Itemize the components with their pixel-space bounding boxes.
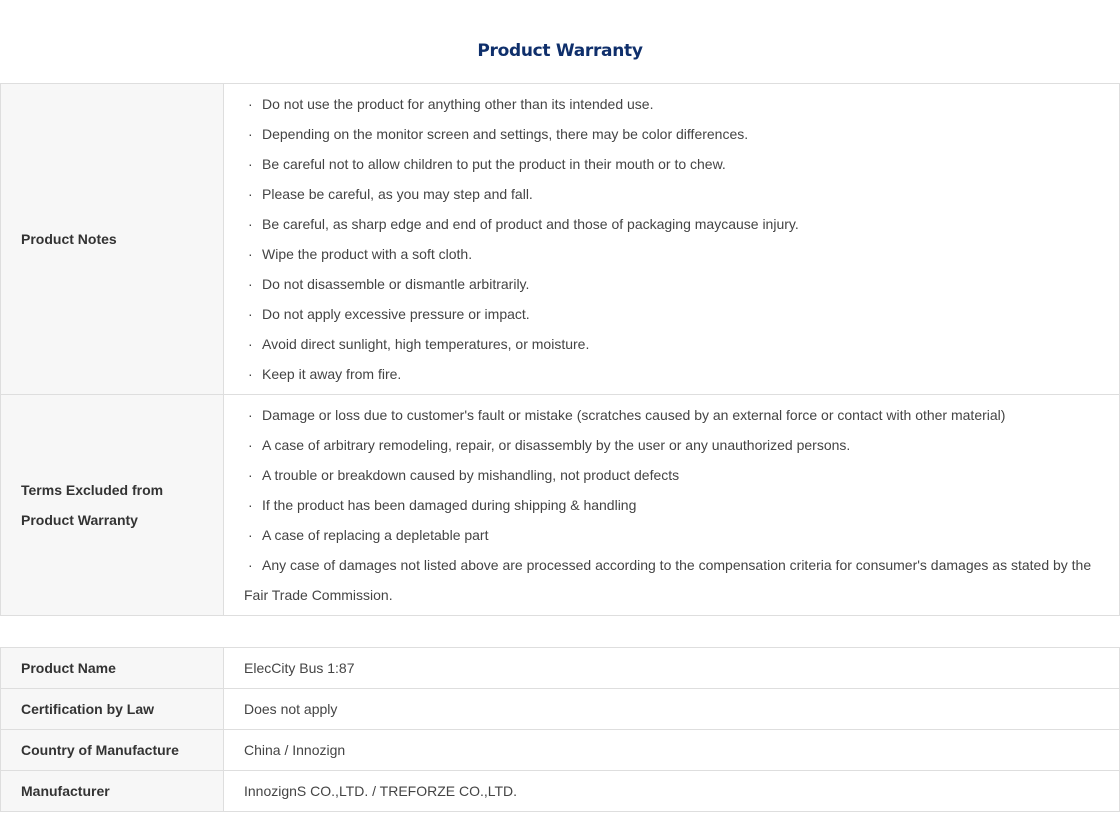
bullet-icon: · [248, 366, 253, 382]
bullet-icon: · [248, 306, 253, 322]
certification-label: Certification by Law [1, 689, 224, 730]
product-notes-row [1, 84, 1120, 395]
list-item: · Please be careful, as you may step and fall. [244, 179, 1105, 209]
product-name-value: ElecCity Bus 1:87 [224, 648, 1120, 689]
bullet-icon: · [248, 437, 253, 453]
terms-excluded-list [244, 400, 1105, 610]
list-item: · A case of replacing a depletable part [244, 520, 1105, 550]
list-item: · Wipe the product with a soft cloth. [244, 239, 1105, 269]
country-value: China / Innozign [224, 730, 1120, 771]
list-item: · A case of arbitrary remodeling, repair, or disassembly by the user or any unauthorized persons. [244, 430, 1105, 460]
table-row [1, 730, 1120, 771]
title-bar [0, 0, 1120, 83]
list-item: · Be careful not to allow children to put the product in their mouth or to chew. [244, 149, 1105, 179]
list-item: · Keep it away from fire. [244, 359, 1105, 389]
bullet-icon: · [248, 407, 253, 423]
product-name-label: Product Name [1, 648, 224, 689]
product-notes-label: Product Notes [1, 84, 224, 395]
terms-excluded-row [1, 395, 1120, 616]
list-item: · Depending on the monitor screen and settings, there may be color differences. [244, 119, 1105, 149]
list-item: · Any case of damages not listed above are processed according to the compensation criteria for consumer's damages as stated by the Fair Trade Commission. [244, 550, 1105, 610]
product-notes-content [224, 84, 1120, 395]
list-item: · Do not disassemble or dismantle arbitrarily. [244, 269, 1105, 299]
page-title: Product Warranty [477, 40, 643, 61]
bullet-icon: · [248, 216, 253, 232]
list-item: · Avoid direct sunlight, high temperatures, or moisture. [244, 329, 1105, 359]
bullet-icon: · [248, 527, 253, 543]
country-label: Country of Manufacture [1, 730, 224, 771]
list-item: · If the product has been damaged during shipping & handling [244, 490, 1105, 520]
bullet-icon: · [248, 557, 253, 573]
terms-excluded-label: Terms Excluded from Product Warranty [1, 395, 224, 616]
bullet-icon: · [248, 336, 253, 352]
list-item: · Do not apply excessive pressure or impact. [244, 299, 1105, 329]
bullet-icon: · [248, 497, 253, 513]
bullet-icon: · [248, 96, 253, 112]
bullet-icon: · [248, 156, 253, 172]
list-item: · Do not use the product for anything other than its intended use. [244, 89, 1105, 119]
product-info-table [0, 647, 1120, 812]
list-item: · Be careful, as sharp edge and end of product and those of packaging maycause injury. [244, 209, 1105, 239]
bullet-icon: · [248, 276, 253, 292]
list-item: · Damage or loss due to customer's fault or mistake (scratches caused by an external force or contact with other material) [244, 400, 1105, 430]
product-notes-list [244, 89, 1105, 389]
manufacturer-value: InnozignS CO.,LTD. / TREFORZE CO.,LTD. [224, 771, 1120, 812]
bullet-icon: · [248, 186, 253, 202]
manufacturer-label: Manufacturer [1, 771, 224, 812]
bullet-icon: · [248, 126, 253, 142]
bullet-icon: · [248, 246, 253, 262]
table-row [1, 689, 1120, 730]
bullet-icon: · [248, 467, 253, 483]
list-item: · A trouble or breakdown caused by mishandling, not product defects [244, 460, 1105, 490]
warranty-table [0, 83, 1120, 616]
table-row [1, 771, 1120, 812]
table-row [1, 648, 1120, 689]
certification-value: Does not apply [224, 689, 1120, 730]
terms-excluded-content [224, 395, 1120, 616]
